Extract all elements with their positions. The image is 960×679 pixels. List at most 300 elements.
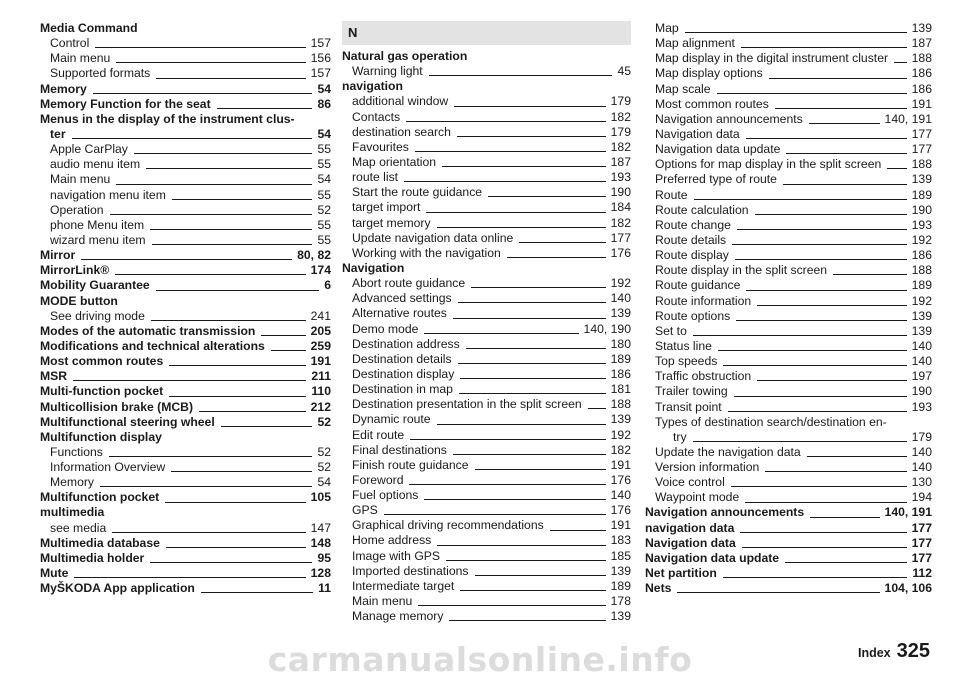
index-column-1	[40, 21, 331, 596]
leader-line	[72, 138, 313, 139]
index-entry-page[interactable]: 188	[911, 51, 932, 66]
leader-line	[73, 380, 306, 381]
index-entry-term: Navigation data update	[645, 550, 780, 565]
index-entry-term: Route	[655, 187, 688, 202]
index-entry-term: Memory Function for the seat	[40, 96, 211, 111]
index-entry	[645, 309, 932, 324]
index-entry-term: Nets	[645, 581, 672, 596]
leader-line	[100, 486, 312, 487]
index-entry-page[interactable]: 55	[317, 217, 331, 232]
index-entry-page[interactable]: 192	[911, 293, 932, 308]
index-entry-term: Multifunctional steering wheel	[40, 414, 215, 429]
index-entry-page[interactable]: 157	[310, 66, 331, 81]
leader-line	[757, 305, 906, 306]
index-entry-page[interactable]: 177	[911, 535, 932, 550]
index-entry-page[interactable]: 105	[310, 490, 331, 505]
index-entry-term: route list	[352, 170, 399, 185]
index-entry-page[interactable]: 55	[317, 187, 331, 202]
index-entry-page[interactable]: 54	[317, 81, 331, 96]
index-entry-term: Route calculation	[655, 202, 749, 217]
index-entry	[342, 140, 631, 155]
index-entry-term: Mute	[40, 566, 69, 581]
index-entry-page[interactable]: 179	[610, 94, 631, 109]
index-entry-term: Start the route guidance	[352, 185, 483, 200]
leader-line	[737, 229, 907, 230]
index-entry-page[interactable]: 139	[911, 308, 932, 323]
leader-line	[693, 441, 907, 442]
index-entry-page[interactable]: 177	[911, 126, 932, 141]
index-entry-term: Menus in the display of the instrument clus-	[40, 111, 295, 126]
index-entry-term: Imported destinations	[352, 563, 469, 578]
index-entry-page[interactable]: 190	[911, 384, 932, 399]
index-entry-page[interactable]: 186	[911, 248, 932, 263]
index-entry	[645, 369, 932, 384]
index-entry-term: Map display options	[655, 66, 763, 81]
index-entry-page[interactable]: 188	[911, 157, 932, 172]
leader-line	[437, 227, 606, 228]
index-entry-term: See driving mode	[50, 308, 145, 323]
index-entry-term: Types of destination search/destination en-	[655, 414, 887, 429]
index-entry-page[interactable]: 177	[911, 550, 932, 565]
index-entry	[342, 261, 631, 276]
index-entry-page[interactable]: 54	[317, 475, 331, 490]
index-entry	[342, 488, 631, 503]
index-entry-page[interactable]: 6	[324, 278, 331, 293]
index-entry-page[interactable]: 182	[610, 215, 631, 230]
leader-line	[169, 396, 306, 397]
index-entry-page[interactable]: 104, 106	[884, 581, 932, 596]
leader-line	[424, 333, 578, 334]
footer-section-label: Index	[857, 646, 891, 660]
index-entry-page[interactable]: 55	[317, 157, 331, 172]
index-entry-term: see media	[50, 520, 107, 535]
leader-line	[550, 530, 606, 531]
leader-line	[156, 78, 305, 79]
index-entry-page[interactable]: 176	[610, 503, 631, 518]
index-entry-term: Map display in the digital instrument cluster	[655, 51, 889, 66]
index-column-2	[342, 21, 631, 624]
index-entry-page[interactable]: 177	[610, 230, 631, 245]
index-entry	[40, 36, 331, 51]
index-entry-page[interactable]: 182	[610, 139, 631, 154]
index-entry-page[interactable]: 179	[610, 124, 631, 139]
index-entry-page[interactable]: 54	[317, 126, 331, 141]
index-entry-term: navigation data	[645, 520, 735, 535]
index-entry-term: try	[673, 429, 687, 444]
index-entry-term: Route details	[655, 232, 727, 247]
index-entry-page[interactable]: 191	[310, 354, 331, 369]
index-entry-page[interactable]: 139	[911, 20, 932, 35]
index-entry-page[interactable]: 193	[911, 399, 932, 414]
leader-line	[112, 532, 305, 533]
index-entry	[40, 112, 331, 127]
index-entry	[40, 278, 331, 293]
index-entry-term: multimedia	[40, 505, 105, 520]
index-entry-page[interactable]: 156	[310, 51, 331, 66]
index-entry	[342, 549, 631, 564]
index-entry-term: Natural gas operation	[342, 48, 468, 63]
index-entry	[342, 443, 631, 458]
index-entry-page[interactable]: 189	[911, 187, 932, 202]
index-entry-page[interactable]: 140, 191	[884, 111, 932, 126]
index-entry-page[interactable]: 179	[911, 429, 932, 444]
index-entry	[40, 82, 331, 97]
index-entry-term: Navigation announcements	[655, 111, 803, 126]
index-entry-page[interactable]: 186	[911, 66, 932, 81]
index-entry	[342, 231, 631, 246]
index-entry-term: Version information	[655, 460, 760, 475]
index-entry-page[interactable]: 191	[610, 518, 631, 533]
index-entry	[40, 581, 331, 596]
index-entry	[342, 125, 631, 140]
index-entry-page[interactable]: 189	[610, 351, 631, 366]
index-entry	[645, 400, 932, 415]
index-entry	[40, 97, 331, 112]
page-footer	[858, 640, 930, 663]
leader-line	[475, 469, 606, 470]
index-entry-term: phone Menu item	[50, 217, 145, 232]
index-entry-page[interactable]: 191	[610, 457, 631, 472]
leader-line	[475, 575, 606, 576]
index-entry-page[interactable]: 140	[610, 291, 631, 306]
index-entry	[40, 66, 331, 81]
leader-line	[415, 151, 606, 152]
letter-heading: N	[342, 21, 631, 45]
index-entry	[342, 503, 631, 518]
index-entry-page[interactable]: 139	[610, 563, 631, 578]
index-entry-page[interactable]: 139	[610, 609, 631, 624]
index-entry-term: Options for map display in the split screen	[655, 157, 882, 172]
index-entry	[645, 82, 932, 97]
index-entry-term: Top speeds	[655, 354, 718, 369]
index-entry-page[interactable]: 182	[610, 109, 631, 124]
index-entry-term: Destination presentation in the split screen	[352, 397, 582, 412]
index-entry-term: Modes of the automatic transmission	[40, 323, 256, 338]
index-entry-term: Dynamic route	[352, 412, 431, 427]
index-entry-page[interactable]: 186	[610, 366, 631, 381]
index-entry-page[interactable]: 95	[317, 550, 331, 565]
index-entry-page[interactable]: 52	[317, 444, 331, 459]
index-entry-page[interactable]: 86	[317, 96, 331, 111]
index-entry-term: Warning light	[352, 64, 423, 79]
index-entry-page[interactable]: 189	[610, 578, 631, 593]
index-entry-term: Map	[655, 20, 679, 35]
leader-line	[693, 335, 907, 336]
index-entry-page[interactable]: 45	[617, 64, 631, 79]
index-entry	[40, 400, 331, 415]
index-entry-page[interactable]: 205	[310, 323, 331, 338]
index-entry	[342, 306, 631, 321]
index-entry-page[interactable]: 184	[610, 200, 631, 215]
index-entry-page[interactable]: 110	[311, 384, 331, 399]
index-entry	[645, 445, 932, 460]
index-entry	[342, 79, 631, 94]
leader-line	[694, 199, 907, 200]
leader-line	[471, 287, 606, 288]
index-entry-page[interactable]: 176	[610, 472, 631, 487]
index-entry-term: Working with the navigation	[352, 245, 501, 260]
index-entry-page[interactable]: 54	[317, 172, 331, 187]
index-entry-term: Route display	[655, 248, 729, 263]
leader-line	[81, 259, 292, 260]
index-entry	[342, 110, 631, 125]
leader-line	[887, 168, 906, 169]
index-entry-page[interactable]: 130	[911, 475, 932, 490]
index-entry-term: Supported formats	[50, 66, 151, 81]
index-entry-term: Control	[50, 36, 90, 51]
leader-line	[418, 605, 605, 606]
index-entry	[40, 475, 331, 490]
index-entry-page[interactable]: 128	[310, 566, 331, 581]
index-entry	[40, 263, 331, 278]
index-entry	[645, 188, 932, 203]
index-entry-page[interactable]: 174	[310, 263, 331, 278]
index-entry-page[interactable]: 181	[610, 382, 631, 397]
index-entry-page[interactable]: 139	[911, 323, 932, 338]
leader-line	[740, 532, 906, 533]
leader-line	[217, 108, 313, 109]
index-entry-term: Intermediate target	[352, 578, 455, 593]
index-entry	[342, 534, 631, 549]
leader-line	[734, 396, 907, 397]
index-entry-page[interactable]: 157	[310, 36, 331, 51]
index-entry-page[interactable]: 177	[911, 520, 932, 535]
index-entry-page[interactable]: 140, 190	[583, 321, 631, 336]
index-entry-page[interactable]: 187	[911, 36, 932, 51]
index-entry-page[interactable]: 112	[912, 566, 932, 581]
index-entry-page[interactable]: 178	[610, 594, 631, 609]
index-entry-page[interactable]: 188	[911, 263, 932, 278]
leader-line	[453, 454, 606, 455]
index-entry-page[interactable]: 176	[610, 245, 631, 260]
index-entry	[645, 384, 932, 399]
leader-line	[169, 365, 305, 366]
index-entry	[342, 352, 631, 367]
leader-line	[442, 166, 606, 167]
index-entry-page[interactable]: 259	[310, 338, 331, 353]
leader-line	[406, 121, 606, 122]
index-entry-page[interactable]: 140	[610, 488, 631, 503]
index-entry	[40, 460, 331, 475]
index-entry	[342, 412, 631, 427]
leader-line	[765, 471, 906, 472]
index-entry	[40, 172, 331, 187]
index-entry-page[interactable]: 190	[911, 202, 932, 217]
index-entry	[645, 278, 932, 293]
index-entry-term: Destination address	[352, 336, 460, 351]
index-entry-term: Apple CarPlay	[50, 142, 128, 157]
index-entry-term: MirrorLink®	[40, 263, 110, 278]
index-entry-page[interactable]: 212	[310, 399, 331, 414]
index-entry-page[interactable]: 192	[911, 232, 932, 247]
index-entry-page[interactable]: 80, 82	[297, 248, 331, 263]
leader-line	[735, 259, 907, 260]
index-entry-term: Multicollision brake (MCB)	[40, 399, 194, 414]
index-entry-page[interactable]: 189	[911, 278, 932, 293]
index-entry	[342, 185, 631, 200]
leader-line	[221, 426, 313, 427]
index-entry-term: Multifunction pocket	[40, 490, 160, 505]
index-entry-page[interactable]: 55	[317, 232, 331, 247]
index-entry	[40, 339, 331, 354]
index-entry-term: Route change	[655, 217, 731, 232]
index-entry-term: navigation menu item	[50, 187, 166, 202]
index-entry	[645, 324, 932, 339]
index-entry	[40, 445, 331, 460]
index-entry-term: destination search	[352, 124, 451, 139]
leader-line	[677, 592, 879, 593]
index-entry-term: wizard menu item	[50, 232, 146, 247]
index-entry-term: Destination details	[352, 351, 452, 366]
leader-line	[466, 348, 606, 349]
index-entry-term: Edit route	[352, 427, 405, 442]
index-entry-term: Final destinations	[352, 442, 447, 457]
leader-line	[261, 335, 305, 336]
index-entry	[645, 551, 932, 566]
index-entry-term: Traffic obstruction	[655, 369, 752, 384]
index-entry-page[interactable]: 190	[610, 185, 631, 200]
index-entry	[645, 521, 932, 536]
leader-line	[429, 75, 613, 76]
index-entry-page[interactable]: 187	[610, 154, 631, 169]
index-entry-page[interactable]: 211	[311, 369, 331, 384]
index-entry	[645, 248, 932, 263]
index-entry-term: Most common routes	[40, 354, 164, 369]
index-entry-page[interactable]: 194	[911, 490, 932, 505]
index-entry-page[interactable]: 139	[610, 412, 631, 427]
index-entry-page[interactable]: 140	[911, 444, 932, 459]
index-entry-term: Navigation data	[655, 126, 740, 141]
index-entry-page[interactable]: 55	[317, 142, 331, 157]
index-entry-page[interactable]: 11	[318, 581, 331, 596]
index-entry-page[interactable]: 177	[911, 142, 932, 157]
index-entry	[645, 233, 932, 248]
index-entry-term: Navigation data update	[655, 142, 781, 157]
leader-line	[755, 214, 907, 215]
index-entry-term: Memory	[50, 475, 95, 490]
leader-line	[156, 290, 320, 291]
index-entry-term: Multimedia holder	[40, 550, 145, 565]
index-entry	[342, 458, 631, 473]
index-entry-page[interactable]: 139	[911, 172, 932, 187]
index-entry-page[interactable]: 193	[610, 170, 631, 185]
index-entry	[645, 339, 932, 354]
leader-line	[384, 514, 606, 515]
index-entry-term: Status line	[655, 338, 712, 353]
leader-line	[460, 590, 605, 591]
index-entry	[342, 473, 631, 488]
index-entry	[645, 51, 932, 66]
index-entry	[645, 430, 932, 445]
leader-line	[437, 424, 606, 425]
index-entry-term: Multifunction display	[40, 429, 162, 444]
index-entry-page[interactable]: 191	[911, 96, 932, 111]
index-entry-page[interactable]: 241	[310, 308, 331, 323]
leader-line	[110, 214, 313, 215]
index-entry-page[interactable]: 140, 191	[884, 505, 932, 520]
index-entry-page[interactable]: 140	[911, 338, 932, 353]
leader-line	[728, 411, 907, 412]
index-entry-term: Waypoint mode	[655, 490, 740, 505]
index-entry	[342, 276, 631, 291]
index-entry	[645, 415, 932, 430]
index-entry-page[interactable]: 139	[610, 306, 631, 321]
index-entry-page[interactable]: 182	[610, 442, 631, 457]
index-entry-term: Destination display	[352, 366, 455, 381]
leader-line	[199, 411, 306, 412]
index-entry	[645, 490, 932, 505]
index-entry	[645, 218, 932, 233]
index-entry-page[interactable]: 183	[610, 533, 631, 548]
index-entry-page[interactable]: 140	[911, 354, 932, 369]
index-entry-term: Navigation	[342, 260, 405, 275]
index-entry	[645, 66, 932, 81]
index-entry	[342, 246, 631, 261]
leader-line	[453, 318, 606, 319]
leader-line	[134, 153, 313, 154]
leader-line	[404, 181, 606, 182]
index-entry-page[interactable]: 52	[317, 414, 331, 429]
index-entry	[40, 51, 331, 66]
index-entry-page[interactable]: 188	[610, 397, 631, 412]
index-entry-page[interactable]: 193	[911, 217, 932, 232]
index-entry-term: Multi-function pocket	[40, 384, 164, 399]
index-entry-term: Manage memory	[352, 609, 444, 624]
index-entry-page[interactable]: 197	[911, 369, 932, 384]
leader-line	[786, 153, 906, 154]
index-entry-page[interactable]: 52	[317, 202, 331, 217]
leader-line	[507, 257, 606, 258]
index-entry-page[interactable]: 148	[310, 535, 331, 550]
index-entry-term: Destination in map	[352, 382, 453, 397]
leader-line	[458, 363, 606, 364]
index-entry-term: Navigation data	[645, 535, 736, 550]
index-entry-term: Multimedia database	[40, 535, 160, 550]
index-entry-term: Abort route guidance	[352, 276, 466, 291]
index-entry-page[interactable]: 140	[911, 460, 932, 475]
index-entry-page[interactable]: 192	[610, 427, 631, 442]
leader-line	[783, 184, 907, 185]
index-entry-page[interactable]: 186	[911, 81, 932, 96]
index-entry-term: Update the navigation data	[655, 444, 801, 459]
index-entry-term: Home address	[352, 533, 432, 548]
leader-line	[757, 380, 906, 381]
watermark: carmanualsonline.info	[267, 640, 693, 679]
index-entry-page[interactable]: 192	[610, 276, 631, 291]
leader-line	[424, 499, 605, 500]
index-entry-term: GPS	[352, 503, 378, 518]
index-entry	[342, 367, 631, 382]
index-entry	[645, 203, 932, 218]
index-entry	[40, 490, 331, 505]
leader-line	[457, 136, 606, 137]
index-entry	[645, 127, 932, 142]
index-entry-term: target memory	[352, 215, 431, 230]
leader-line	[115, 274, 305, 275]
index-entry-page[interactable]: 180	[610, 336, 631, 351]
index-column-3	[645, 21, 932, 596]
index-entry-page[interactable]: 147	[310, 520, 331, 535]
leader-line	[588, 408, 606, 409]
index-entry-page[interactable]: 52	[317, 460, 331, 475]
leader-line	[109, 456, 313, 457]
leader-line	[93, 93, 313, 94]
leader-line	[437, 545, 605, 546]
index-entry-page[interactable]: 185	[610, 548, 631, 563]
index-entry	[342, 49, 631, 64]
index-entry-term: Information Overview	[50, 460, 166, 475]
leader-line	[150, 229, 312, 230]
